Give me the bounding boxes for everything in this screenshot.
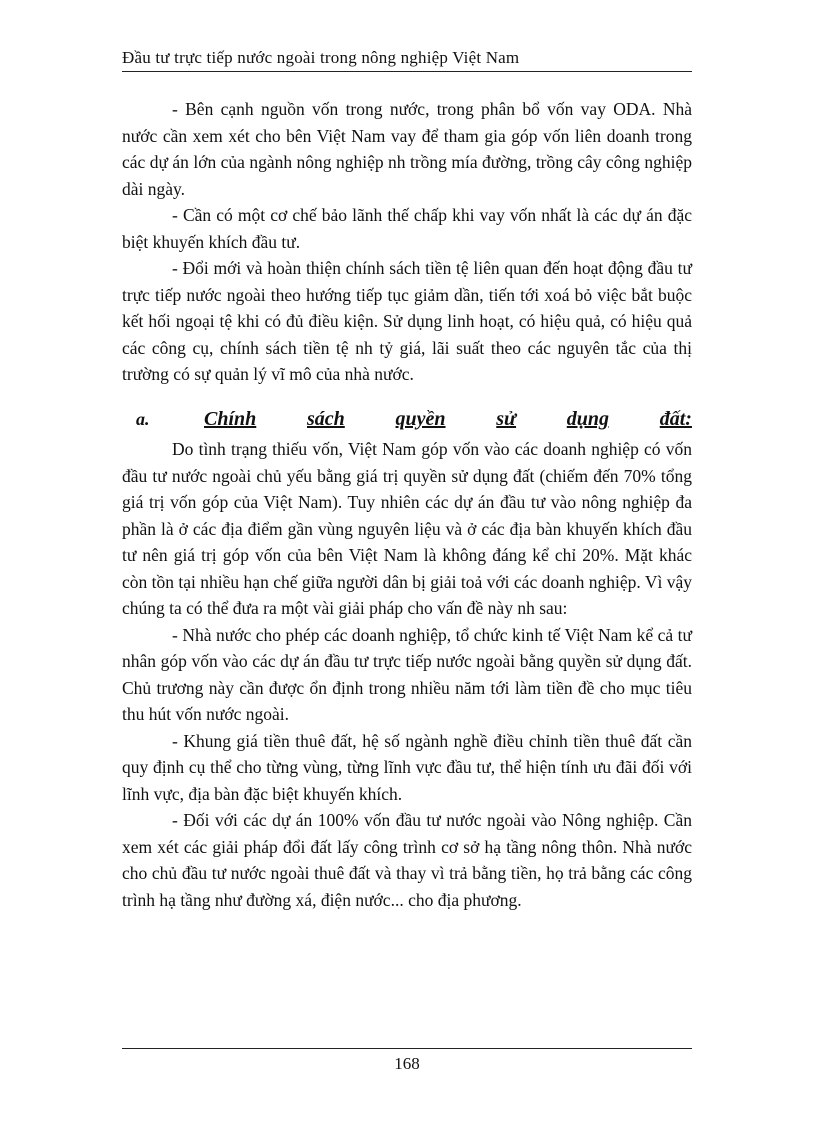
paragraph-monetary-policy: - Đổi mới và hoàn thiện chính sách tiền tệ liên quan đến hoạt động đầu tư trực tiếp nước ngoài theo hướng tiếp tục giảm dần, tiến tới xoá bỏ việc bắt buộc kết hối ngoại tệ khi có đủ điều kiện. Sử dụng linh hoạt, có hiệu quả, có hiệu quả các công cụ, chính sách tiền tệ nh tỷ giá, lãi suất theo các nguyên tắc của thị trường có sự quản lý vĩ mô của nhà nước. [122,258,692,384]
section-title-word: sử [496,407,517,430]
body-text [122,96,692,913]
header-divider [122,71,692,72]
page-number: 168 [394,1054,420,1073]
paragraph-land-rent: - Khung giá tiền thuê đất, hệ số ngành nghề điều chỉnh tiền thuê đất cần quy định cụ thể cho từng vùng, từng lĩnh vực đầu tư, thể hiện tính ưu đãi đối với lĩnh vực, địa bàn đặc biệt khuyến khích. [122,730,692,804]
section-title-word: đất: [659,407,692,430]
section-title-word: dụng [566,407,610,430]
section-title-word: quyền [395,407,446,430]
running-header: Đầu tư trực tiếp nước ngoài trong nông nghiệp Việt Nam [122,48,520,67]
section-heading [122,406,692,433]
section-marker: a. [136,408,150,429]
paragraph-land-use-rights: - Nhà nước cho phép các doanh nghiệp, tổ chức kinh tế Việt Nam kể cả tư nhân góp vốn vào các dự án đầu tư trực tiếp nước ngoài bằng quyền sử dụng đất. Chủ trương này cần được ổn định trong nhiều năm tới làm tiền đề cho mục tiêu thu hút vốn nước ngoài. [122,624,692,724]
paragraph-land-for-infrastructure: - Đối với các dự án 100% vốn đầu tư nước ngoài vào Nông nghiệp. Cần xem xét các giải pháp đổi đất lấy công trình cơ sở hạ tầng nông thôn. Nhà nước cho chủ đầu tư nước ngoài thuê đất và thay vì trả bằng tiền, họ trả bằng các công trình hạ tầng như đường xá, điện nước... cho địa phương. [122,810,692,910]
paragraph-land-capital: Do tình trạng thiếu vốn, Việt Nam góp vốn vào các doanh nghiệp có vốn đầu tư nước ngoài chủ yếu bằng giá trị quyền sử dụng đất (chiếm đến 70% tổng giá trị vốn góp của Việt Nam). Tuy nhiên các dự án đầu tư vào nông nghiệp đa phần là ở các địa điểm gần vùng nguyên liệu và ở các địa bàn khuyến khích đầu tư nên giá trị góp vốn của bên Việt Nam là không đáng kể chỉ 20%. Mặt khác còn tồn tại nhiều hạn chế giữa người dân bị giải toả với các doanh nghiệp. Vì vậy chúng ta có thể đưa ra một vài giải pháp cho vấn đề này nh sau: [122,439,692,618]
section-title [204,406,692,433]
paragraph-oda-capital: - Bên cạnh nguồn vốn trong nước, trong phân bổ vốn vay ODA. Nhà nước cần xem xét cho bên Việt Nam vay để tham gia góp vốn liên doanh trong các dự án lớn của ngành nông nghiệp nh trồng mía đường, trồng cây công nghiệp dài ngày. [122,99,692,199]
footer-divider [122,1048,692,1049]
section-title-word: sách [307,407,345,430]
paragraph-loan-guarantee: - Cần có một cơ chế bảo lãnh thế chấp khi vay vốn nhất là các dự án đặc biệt khuyến khích đầu tư. [122,205,692,252]
section-title-word: Chính [204,407,257,430]
